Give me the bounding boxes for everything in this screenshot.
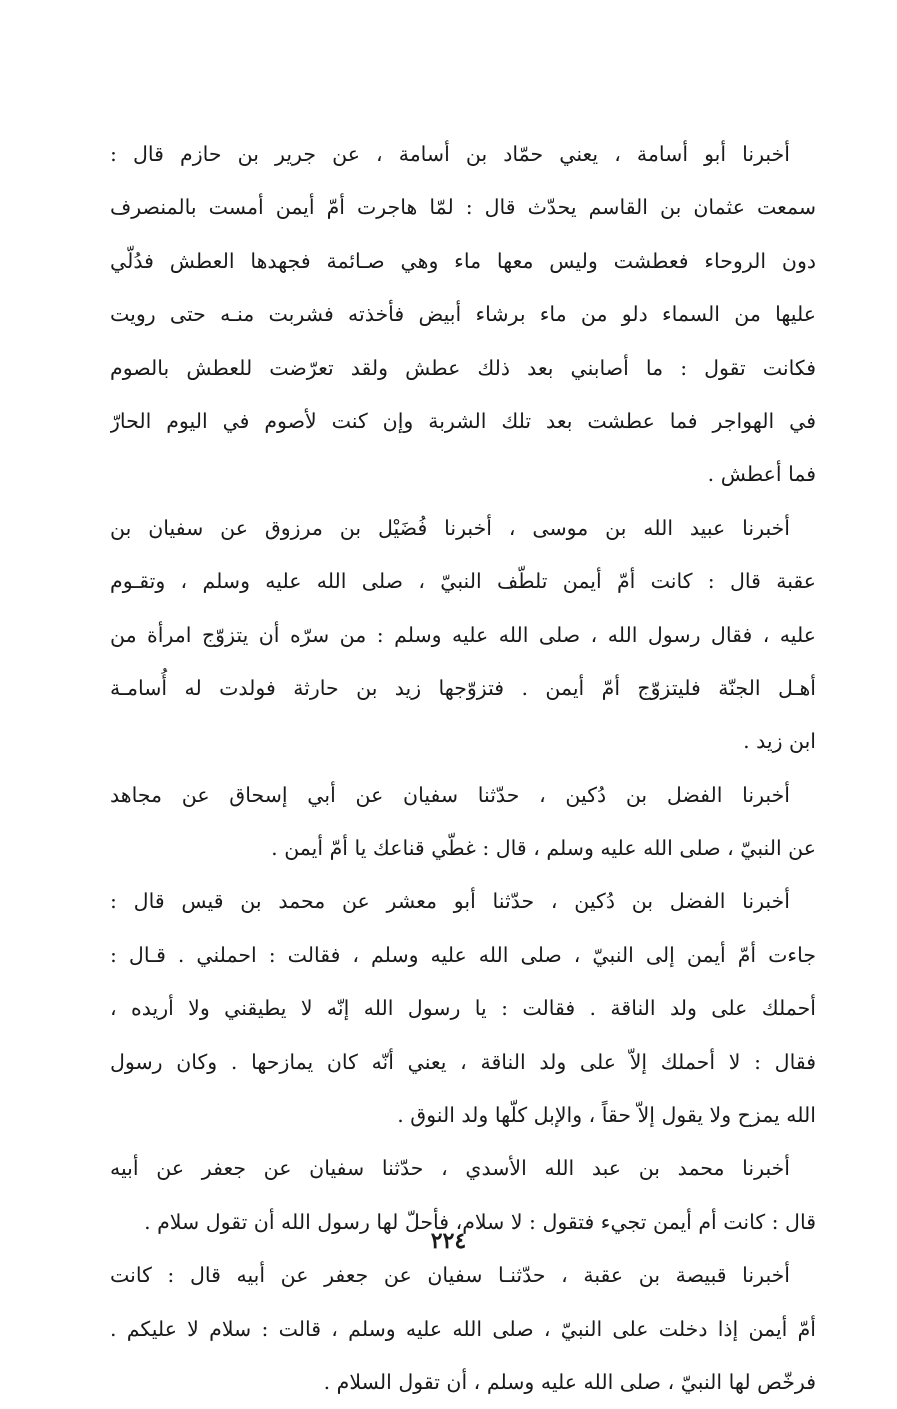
text-line: أحملك على ولد الناقة . فقالت : يا رسول الله إنّه لا يطيقني ولا أريده ، (110, 996, 816, 1021)
text-line: أخبرنا قبيصة بن عقبة ، حدّثنـا سفيان عن جعفر عن أبيه قال : كانت (110, 1263, 790, 1288)
text-line: أمّ أيمن إذا دخلت على النبيّ ، صلى الله عليه وسلم ، قالت : سلام لا عليكم . (110, 1316, 816, 1341)
text-line: ابن زيد . (743, 729, 816, 754)
text-line: جاءت أمّ أيمن إلى النبيّ ، صلى الله عليه وسلم ، فقالت : احملني . قـال : (110, 942, 816, 967)
text-line: أهـل الجنّة فليتزوّج أمّ أيمن . فتزوّجها زيد بن حارثة فولدت له أُسامـة (110, 675, 816, 700)
text-line: في الهواجر فما عطشت بعد تلك الشربة وإن كنت لأصوم في اليوم الحارّ (110, 408, 816, 433)
text-line: قال : كانت أم أيمن تجيء فتقول : لا سلام، فأحلّ لها رسول الله أن تقول سلام . (144, 1209, 816, 1234)
text-line: فرخّص لها النبيّ ، صلى الله عليه وسلم ، أن تقول السلام . (323, 1369, 816, 1394)
text-line: عقبة قال : كانت أمّ أيمن تلطّف النبيّ ، صلى الله عليه وسلم ، وتقـوم (110, 569, 816, 594)
text-line: عليها من السماء دلو من ماء برشاء أبيض فأخذته فشربت منـه حتى رويت (110, 302, 816, 327)
arabic-text-block (110, 128, 816, 1409)
text-line: أخبرنا أبو أسامة ، يعني حمّاد بن أسامة ، عن جرير بن حازم قال : (110, 142, 790, 166)
text-line: الله يمزح ولا يقول إلاّ حقاً ، والإبل كلّها ولد النوق . (397, 1103, 816, 1128)
text-line: سمعت عثمان بن القاسم يحدّث قال : لمّا هاجرت أمّ أيمن أمست بالمنصرف (110, 195, 816, 220)
text-line: أخبرنا عبيد الله بن موسى ، أخبرنا فُضَيْل بن مرزوق عن سفيان بن (110, 515, 790, 540)
text-line: دون الروحاء فعطشت وليس معها ماء وهي صـائمة فجهدها العطش فدُلّي (110, 248, 816, 273)
text-line: أخبرنا محمد بن عبد الله الأسدي ، حدّثنا سفيان عن جعفر عن أبيه (110, 1156, 790, 1181)
text-line: أخبرنا الفضل بن دُكين ، حدّثنا سفيان عن أبي إسحاق عن مجاهد (110, 782, 790, 807)
page-number: ٢٢٤ (430, 1228, 467, 1254)
text-line: فما أعطش . (707, 462, 816, 487)
text-line: فكانت تقول : ما أصابني بعد ذلك عطش ولقد تعرّضت للعطش بالصوم (110, 355, 816, 380)
text-line: أخبرنا الفضل بن دُكين ، حدّثنا أبو معشر عن محمد بن قيس قال : (110, 889, 790, 914)
text-line: عليه ، فقال رسول الله ، صلى الله عليه وسلم : من سرّه أن يتزوّج امرأة من (110, 622, 816, 647)
text-line: عن النبيّ ، صلى الله عليه وسلم ، قال : غطّي قناعك يا أمّ أيمن . (271, 836, 816, 861)
text-line: فقال : لا أحملك إلاّ على ولد الناقة ، يعني أنّه كان يمازحها . وكان رسول (110, 1049, 816, 1074)
